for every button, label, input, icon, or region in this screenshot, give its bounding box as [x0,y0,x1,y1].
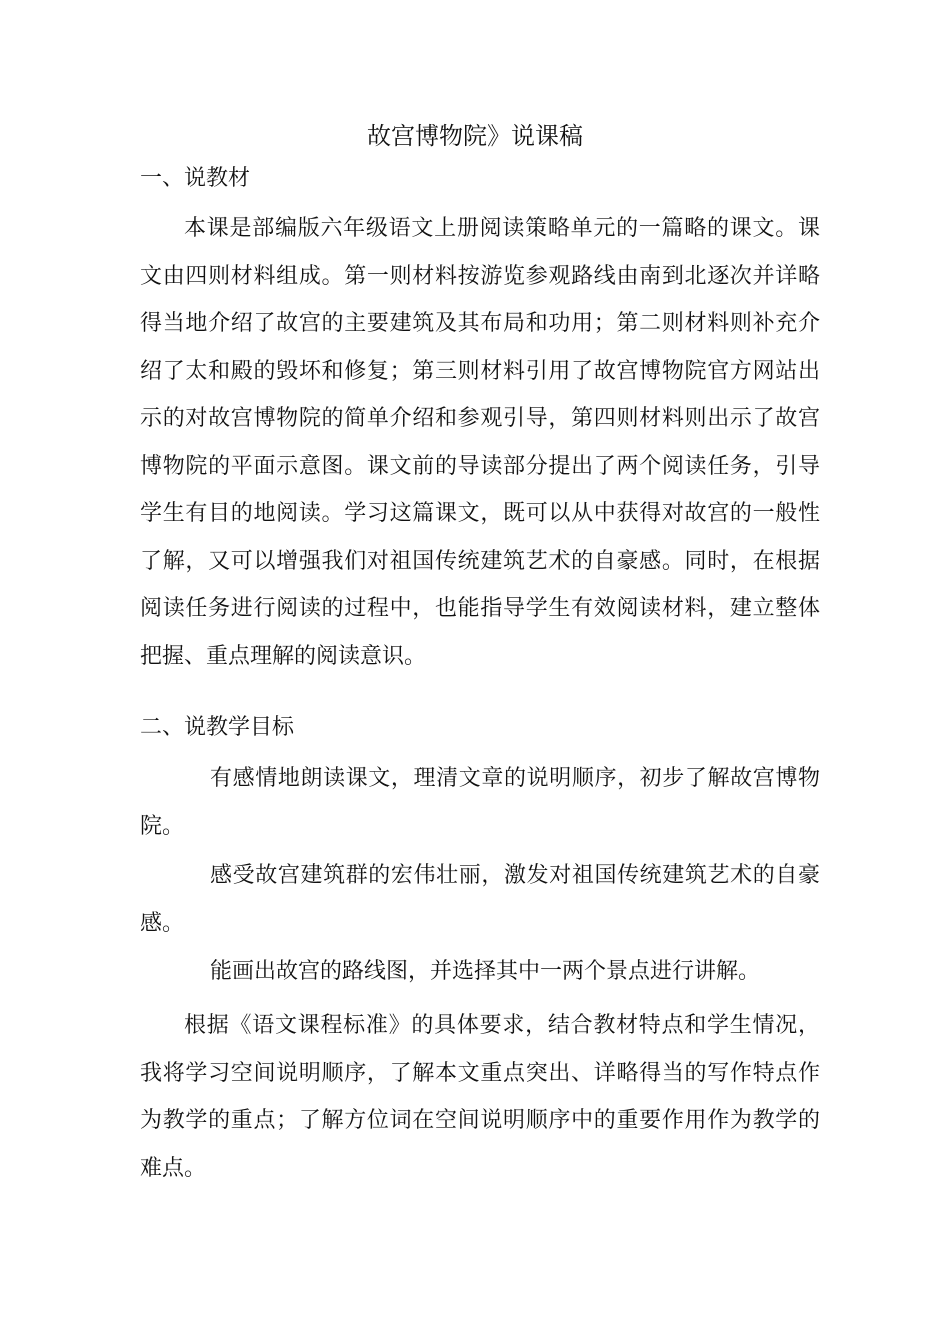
teaching-focus-paragraph: 根据《语文课程标准》的具体要求，结合教材特点和学生情况，我将学习空间说明顺序，了解本文重点突出、详略得当的写作特点作为教学的重点；了解方位词在空间说明顺序中的重要作用作为教学的难点。 [140,1013,820,1181]
goal-item: 有感情地朗读课文，理清文章的说明顺序，初步了解故宫博物院。 [140,766,820,839]
section-heading-teaching-goals: 二、说教学目标 [140,715,295,740]
goal-item: 感受故宫建筑群的宏伟壮丽，激发对祖国传统建筑艺术的自豪感。 [140,863,820,936]
goal-item: 能画出故宫的路线图，并选择其中一两个景点进行讲解。 [210,959,761,984]
document-title: 故宫博物院》说课稿 [367,122,583,150]
section-heading-textbook: 一、说教材 [140,166,251,191]
textbook-paragraph: 本课是部编版六年级语文上册阅读策略单元的一篇略的课文。课文由四则材料组成。第一则材料按游览参观路线由南到北逐次并详略得当地介绍了故宫的主要建筑及其布局和功用；第二则材料则补充介绍了太和殿的毁坏和修复；第三则材料引用了故宫博物院官方网站出示的对故宫博物院的简单介绍和参观引导，第四则材料则出示了故宫博物院的平面示意图。课文前的导读部分提出了两个阅读任务，引导学生有目的地阅读。学习这篇课文，既可以从中获得对故宫的一般性了解，又可以增强我们对祖国传统建筑艺术的自豪感。同时，在根据阅读任务进行阅读的过程中，也能指导学生有效阅读材料，建立整体把握、重点理解的阅读意识。 [140,216,820,669]
